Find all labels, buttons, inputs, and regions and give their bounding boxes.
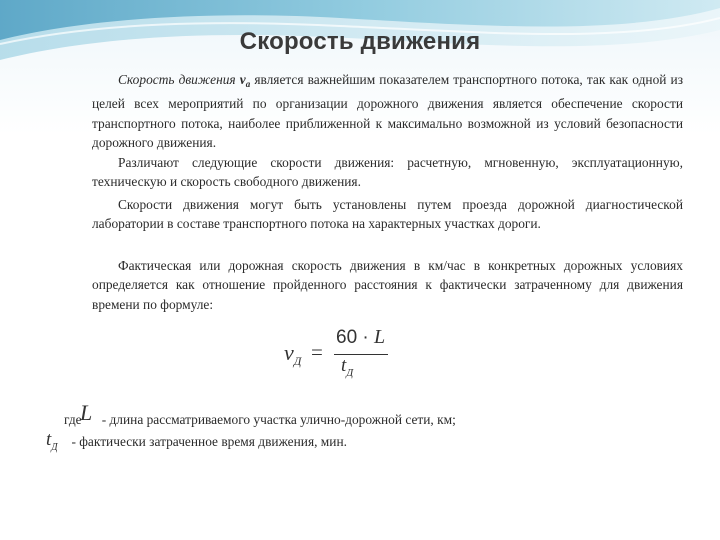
legend-length-text: - длина рассматриваемого участка улично-дорожной сети, км; — [101, 412, 456, 427]
formula-equals: = — [311, 340, 323, 364]
v-symbol: $v_а$ — [239, 72, 251, 89]
slide-title: Скорость движения — [239, 28, 481, 55]
legend-t-symbol: $t_Д$ — [46, 429, 58, 453]
legend-time — [48, 432, 347, 451]
paragraph-speed-types: Различают следующие скорости движения: расчетную, мгновенную, эксплуатационную, техническую и скорость свободного движения. — [92, 155, 683, 190]
term-speed: Скорость движения — [118, 72, 236, 87]
paragraph-measurement: Скорости движения могут быть установлены путем проезда дорожной диагностической лаборатории в составе транспортного потока на характерных участках дороги. — [92, 197, 683, 232]
legend-time-text: - фактически затраченное время движения, мин. — [71, 434, 347, 449]
legend-L-symbol: L — [80, 400, 93, 425]
definition-text: является важнейшим показателем транспортного потока, так как одной из целей всех мероприятий по организации дорожного движения является обеспечение скорости транспортного потока, наиболее приближенной к максимально возможной из условий безопасности дорожного движения. — [92, 72, 683, 151]
paragraph-definition — [92, 70, 683, 153]
legend-where: где — [64, 412, 82, 427]
legend-length — [64, 410, 456, 429]
formula-lhs: $v_Д$ — [284, 340, 302, 368]
formula-denominator: $t_Д$ — [341, 355, 354, 379]
speed-formula — [284, 326, 394, 382]
paragraph-actual-speed: Фактическая или дорожная скорость движения в км/час в конкретных дорожных условиях определяется как отношение пройденного расстояния к фактически затраченному для движения времени по формуле: — [92, 258, 683, 312]
formula-numerator: 60 · L — [336, 326, 386, 348]
